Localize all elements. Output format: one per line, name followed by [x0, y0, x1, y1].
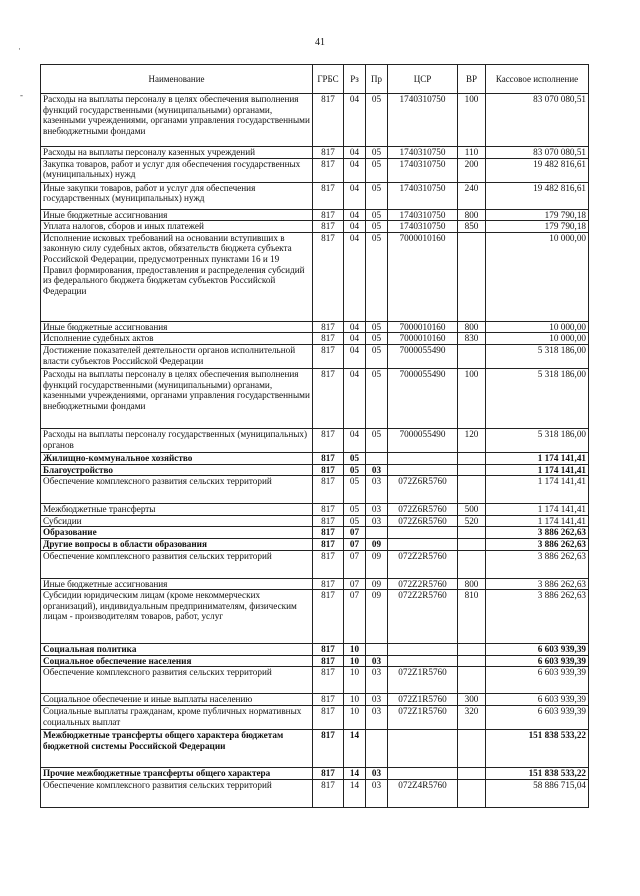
table-row	[41, 779, 589, 807]
cell-name: Уплата налогов, сборов и иных платежей	[41, 221, 313, 233]
cell-grbs: 817	[313, 655, 344, 667]
cell-pr: 09	[366, 538, 388, 550]
cell-amount: 5 318 186,00	[486, 344, 589, 368]
cell-rz: 07	[344, 590, 366, 644]
cell-amount: 179 790,18	[486, 221, 589, 233]
cell-grbs: 817	[313, 344, 344, 368]
cell-csr: 072Z6R5760	[388, 476, 458, 504]
table-row	[41, 527, 589, 539]
cell-grbs: 817	[313, 694, 344, 706]
cell-vr: 100	[458, 94, 486, 147]
cell-pr: 05	[366, 333, 388, 345]
cell-name: Исполнение судебных актов	[41, 333, 313, 345]
cell-pr: 09	[366, 550, 388, 578]
cell-csr: 1740310750	[388, 147, 458, 159]
table-row	[41, 333, 589, 345]
cell-grbs: 817	[313, 147, 344, 159]
cell-pr	[366, 527, 388, 539]
cell-amount: 5 318 186,00	[486, 368, 589, 428]
cell-rz: 04	[344, 344, 366, 368]
cell-amount: 6 603 939,39	[486, 705, 589, 729]
cell-csr: 072Z4R5760	[388, 779, 458, 807]
cell-name: Субсидии	[41, 515, 313, 527]
table-row	[41, 667, 589, 694]
cell-name: Расходы на выплаты персоналу государственных (муниципальных) органов	[41, 428, 313, 452]
cell-vr: 810	[458, 590, 486, 644]
cell-name: Социальное обеспечение и иные выплаты населению	[41, 694, 313, 706]
table-row	[41, 221, 589, 233]
cell-amount: 6 603 939,39	[486, 667, 589, 694]
cell-rz: 04	[344, 94, 366, 147]
cell-rz: 04	[344, 368, 366, 428]
cell-amount: 179 790,18	[486, 209, 589, 221]
cell-csr: 7000010160	[388, 232, 458, 321]
cell-pr: 03	[366, 767, 388, 779]
table-row	[41, 578, 589, 590]
cell-name: Прочие межбюджетные трансферты общего характера	[41, 767, 313, 779]
cell-grbs: 817	[313, 209, 344, 221]
cell-rz: 10	[344, 667, 366, 694]
cell-pr: 03	[366, 779, 388, 807]
cell-amount: 3 886 262,63	[486, 538, 589, 550]
cell-csr: 072Z2R5760	[388, 590, 458, 644]
cell-amount: 151 838 533,22	[486, 729, 589, 767]
cell-vr	[458, 644, 486, 656]
cell-pr	[366, 729, 388, 767]
cell-name: Обеспечение комплексного развития сельских территорий	[41, 550, 313, 578]
cell-csr: 7000055490	[388, 428, 458, 452]
cell-grbs: 817	[313, 452, 344, 464]
cell-vr: 800	[458, 321, 486, 333]
cell-vr: 200	[458, 158, 486, 182]
cell-vr	[458, 344, 486, 368]
cell-csr	[388, 538, 458, 550]
cell-name: Межбюджетные трансферты общего характера бюджетам бюджетной системы Российской Федерации	[41, 729, 313, 767]
cell-rz: 10	[344, 694, 366, 706]
cell-pr: 05	[366, 428, 388, 452]
cell-csr: 1740310750	[388, 209, 458, 221]
cell-amount: 58 886 715,04	[486, 779, 589, 807]
cell-name: Социальные выплаты гражданам, кроме публичных нормативных социальных выплат	[41, 705, 313, 729]
cell-vr	[458, 655, 486, 667]
cell-pr: 03	[366, 464, 388, 476]
cell-vr	[458, 550, 486, 578]
table-row	[41, 209, 589, 221]
table-row	[41, 694, 589, 706]
cell-name: Расходы на выплаты персоналу казенных учреждений	[41, 147, 313, 159]
cell-name: Расходы на выплаты персоналу в целях обеспечения выполнения функций государственными (муниципальными) органами, казенными учреждениями, органами управления государственными внебюджетными фондами	[41, 368, 313, 428]
cell-amount: 10 000,00	[486, 232, 589, 321]
cell-csr: 1740310750	[388, 94, 458, 147]
cell-amount: 6 603 939,39	[486, 655, 589, 667]
cell-name: Иные бюджетные ассигнования	[41, 209, 313, 221]
cell-grbs: 817	[313, 705, 344, 729]
cell-csr: 7000055490	[388, 368, 458, 428]
cell-vr: 300	[458, 694, 486, 706]
cell-rz: 10	[344, 655, 366, 667]
table-row	[41, 452, 589, 464]
cell-rz: 14	[344, 779, 366, 807]
cell-rz: 04	[344, 209, 366, 221]
cell-csr	[388, 767, 458, 779]
cell-grbs: 817	[313, 527, 344, 539]
cell-name: Исполнение исковых требований на основании вступивших в законную силу судебных актов, обязательств бюджета субъекта Российской Федерации, предусмотренных пунктами 16 и 19 Правил формирования, предоставления и распределения субсидий из федерального бюджета бюджетам субъектов Российской Федерации	[41, 232, 313, 321]
table-row	[41, 344, 589, 368]
cell-pr: 03	[366, 705, 388, 729]
cell-amount: 19 482 816,61	[486, 182, 589, 209]
cell-pr: 05	[366, 368, 388, 428]
cell-name: Благоустройство	[41, 464, 313, 476]
cell-name: Жилищно-коммунальное хозяйство	[41, 452, 313, 464]
cell-csr	[388, 655, 458, 667]
cell-pr: 03	[366, 476, 388, 504]
cell-rz: 07	[344, 550, 366, 578]
cell-rz: 10	[344, 705, 366, 729]
cell-grbs: 817	[313, 321, 344, 333]
cell-name: Межбюджетные трансферты	[41, 504, 313, 516]
cell-vr: 110	[458, 147, 486, 159]
cell-vr	[458, 464, 486, 476]
cell-rz: 04	[344, 221, 366, 233]
cell-vr: 240	[458, 182, 486, 209]
cell-pr	[366, 452, 388, 464]
cell-grbs: 817	[313, 767, 344, 779]
cell-pr	[366, 644, 388, 656]
cell-pr: 03	[366, 655, 388, 667]
table-row	[41, 321, 589, 333]
cell-rz: 05	[344, 476, 366, 504]
cell-grbs: 817	[313, 578, 344, 590]
header-pr: Пр	[366, 65, 388, 94]
cell-csr	[388, 452, 458, 464]
cell-grbs: 817	[313, 667, 344, 694]
header-grbs: ГРБС	[313, 65, 344, 94]
cell-name: Иные бюджетные ассигнования	[41, 321, 313, 333]
cell-vr	[458, 527, 486, 539]
cell-amount: 1 174 141,41	[486, 452, 589, 464]
cell-csr: 072Z6R5760	[388, 504, 458, 516]
cell-grbs: 817	[313, 94, 344, 147]
cell-csr	[388, 644, 458, 656]
table-row	[41, 705, 589, 729]
cell-vr: 830	[458, 333, 486, 345]
cell-rz: 04	[344, 182, 366, 209]
cell-amount: 83 070 080,51	[486, 147, 589, 159]
cell-csr: 072Z1R5760	[388, 694, 458, 706]
cell-rz: 04	[344, 321, 366, 333]
cell-grbs: 817	[313, 644, 344, 656]
table-row	[41, 147, 589, 159]
cell-csr: 1740310750	[388, 158, 458, 182]
cell-amount: 83 070 080,51	[486, 94, 589, 147]
cell-vr	[458, 729, 486, 767]
header-csr: ЦСР	[388, 65, 458, 94]
cell-vr: 520	[458, 515, 486, 527]
cell-pr: 05	[366, 221, 388, 233]
cell-csr	[388, 464, 458, 476]
cell-name: Субсидии юридическим лицам (кроме некоммерческих организаций), индивидуальным предпринимателям, физическим лицам - производителям товаров, работ, услуг	[41, 590, 313, 644]
cell-vr	[458, 779, 486, 807]
cell-name: Обеспечение комплексного развития сельских территорий	[41, 476, 313, 504]
cell-amount: 1 174 141,41	[486, 504, 589, 516]
cell-amount: 6 603 939,39	[486, 694, 589, 706]
cell-vr: 850	[458, 221, 486, 233]
cell-csr: 7000010160	[388, 333, 458, 345]
cell-grbs: 817	[313, 550, 344, 578]
header-amount: Кассовое исполнение	[486, 65, 589, 94]
cell-pr: 05	[366, 209, 388, 221]
cell-grbs: 817	[313, 590, 344, 644]
cell-pr: 09	[366, 578, 388, 590]
cell-vr	[458, 767, 486, 779]
table-row	[41, 158, 589, 182]
cell-rz: 07	[344, 527, 366, 539]
cell-amount: 151 838 533,22	[486, 767, 589, 779]
cell-grbs: 817	[313, 538, 344, 550]
cell-pr: 05	[366, 158, 388, 182]
table-row	[41, 550, 589, 578]
scan-mark: -	[20, 90, 23, 100]
cell-rz: 10	[344, 644, 366, 656]
cell-csr: 7000055490	[388, 344, 458, 368]
cell-csr: 7000010160	[388, 321, 458, 333]
table-row	[41, 655, 589, 667]
cell-csr: 072Z6R5760	[388, 515, 458, 527]
cell-csr: 072Z1R5760	[388, 667, 458, 694]
cell-vr: 120	[458, 428, 486, 452]
cell-grbs: 817	[313, 232, 344, 321]
cell-rz: 05	[344, 464, 366, 476]
cell-amount: 3 886 262,63	[486, 527, 589, 539]
table-row	[41, 729, 589, 767]
cell-pr: 05	[366, 344, 388, 368]
cell-pr: 03	[366, 515, 388, 527]
table-row	[41, 515, 589, 527]
cell-csr	[388, 527, 458, 539]
table-row	[41, 94, 589, 147]
cell-name: Социальная политика	[41, 644, 313, 656]
cell-name: Социальное обеспечение населения	[41, 655, 313, 667]
cell-pr: 09	[366, 590, 388, 644]
cell-pr: 05	[366, 232, 388, 321]
cell-amount: 6 603 939,39	[486, 644, 589, 656]
cell-name: Закупка товаров, работ и услуг для обеспечения государственных (муниципальных) нужд	[41, 158, 313, 182]
cell-vr	[458, 232, 486, 321]
table-row	[41, 644, 589, 656]
cell-rz: 07	[344, 538, 366, 550]
cell-name: Другие вопросы в области образования	[41, 538, 313, 550]
table-row	[41, 538, 589, 550]
cell-csr: 072Z2R5760	[388, 578, 458, 590]
table-row	[41, 428, 589, 452]
cell-amount: 3 886 262,63	[486, 578, 589, 590]
cell-rz: 04	[344, 333, 366, 345]
cell-amount: 3 886 262,63	[486, 590, 589, 644]
cell-name: Обеспечение комплексного развития сельских территорий	[41, 779, 313, 807]
table-row	[41, 590, 589, 644]
cell-name: Расходы на выплаты персоналу в целях обеспечения выполнения функций государственными (муниципальными) органами, казенными учреждениями, органами управления государственными внебюджетными фондами	[41, 94, 313, 147]
cell-rz: 07	[344, 578, 366, 590]
cell-grbs: 817	[313, 368, 344, 428]
cell-amount: 10 000,00	[486, 321, 589, 333]
table-row	[41, 368, 589, 428]
table-row	[41, 464, 589, 476]
page-number: 41	[315, 37, 325, 48]
cell-grbs: 817	[313, 779, 344, 807]
cell-pr: 05	[366, 182, 388, 209]
cell-vr: 800	[458, 209, 486, 221]
cell-rz: 04	[344, 147, 366, 159]
table-body	[41, 94, 589, 808]
cell-csr: 072Z1R5760	[388, 705, 458, 729]
table-header-row	[41, 65, 589, 94]
cell-rz: 04	[344, 158, 366, 182]
cell-pr: 05	[366, 321, 388, 333]
cell-vr: 320	[458, 705, 486, 729]
header-rz: Рз	[344, 65, 366, 94]
cell-amount: 1 174 141,41	[486, 464, 589, 476]
cell-name: Достижение показателей деятельности органов исполнительной власти субъектов Российской Федерации	[41, 344, 313, 368]
cell-grbs: 817	[313, 333, 344, 345]
cell-csr	[388, 729, 458, 767]
cell-name: Обеспечение комплексного развития сельских территорий	[41, 667, 313, 694]
cell-rz: 05	[344, 504, 366, 516]
cell-name: Иные бюджетные ассигнования	[41, 578, 313, 590]
cell-amount: 19 482 816,61	[486, 158, 589, 182]
cell-grbs: 817	[313, 464, 344, 476]
cell-csr: 072Z2R5760	[388, 550, 458, 578]
cell-pr: 05	[366, 94, 388, 147]
budget-execution-table	[40, 64, 589, 808]
cell-rz: 05	[344, 515, 366, 527]
cell-grbs: 817	[313, 182, 344, 209]
cell-amount: 5 318 186,00	[486, 428, 589, 452]
cell-grbs: 817	[313, 504, 344, 516]
cell-vr: 500	[458, 504, 486, 516]
cell-rz: 14	[344, 767, 366, 779]
cell-rz: 04	[344, 232, 366, 321]
cell-grbs: 817	[313, 515, 344, 527]
cell-vr: 800	[458, 578, 486, 590]
cell-vr: 100	[458, 368, 486, 428]
cell-rz: 14	[344, 729, 366, 767]
cell-rz: 05	[344, 452, 366, 464]
table-row	[41, 182, 589, 209]
cell-name: Образование	[41, 527, 313, 539]
cell-grbs: 817	[313, 428, 344, 452]
header-vr: ВР	[458, 65, 486, 94]
cell-pr: 05	[366, 147, 388, 159]
cell-name: Иные закупки товаров, работ и услуг для обеспечения государственных (муниципальных) нужд	[41, 182, 313, 209]
cell-vr	[458, 476, 486, 504]
scan-mark: ·	[18, 44, 21, 54]
cell-amount: 1 174 141,41	[486, 515, 589, 527]
cell-amount: 10 000,00	[486, 333, 589, 345]
cell-vr	[458, 452, 486, 464]
cell-grbs: 817	[313, 221, 344, 233]
cell-pr: 03	[366, 667, 388, 694]
cell-csr: 1740310750	[388, 221, 458, 233]
cell-amount: 3 886 262,63	[486, 550, 589, 578]
table-row	[41, 232, 589, 321]
table-row	[41, 767, 589, 779]
header-name: Наименование	[41, 65, 313, 94]
cell-csr: 1740310750	[388, 182, 458, 209]
table-row	[41, 476, 589, 504]
cell-grbs: 817	[313, 158, 344, 182]
cell-amount: 1 174 141,41	[486, 476, 589, 504]
cell-rz: 04	[344, 428, 366, 452]
table-row	[41, 504, 589, 516]
cell-vr	[458, 667, 486, 694]
cell-pr: 03	[366, 694, 388, 706]
cell-vr	[458, 538, 486, 550]
cell-grbs: 817	[313, 729, 344, 767]
cell-pr: 03	[366, 504, 388, 516]
cell-grbs: 817	[313, 476, 344, 504]
